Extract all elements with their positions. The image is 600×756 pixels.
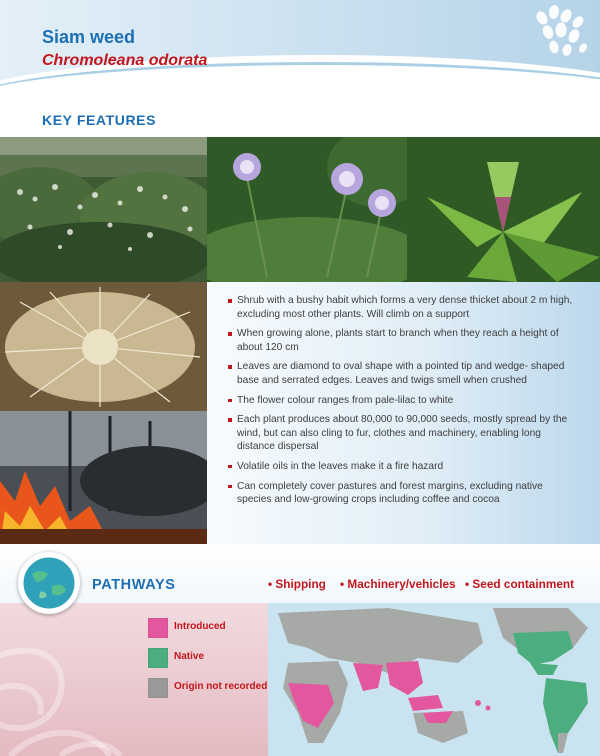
page-title: Siam weed <box>42 27 136 47</box>
pathways-section: PATHWAYS • Shipping • Machinery/vehicles • Seed containment Introduced Native Origin not recorded <box>0 545 600 756</box>
globe-icon <box>18 552 80 614</box>
pathways-heading: PATHWAYS <box>92 577 176 593</box>
feature-item: Leaves are diamond to oval shape with a pointed tip and wedge- shaped base and serrated edges. Leaves and twigs smell when crushed <box>228 360 578 387</box>
fire-photo <box>0 411 207 544</box>
key-features-list <box>207 282 600 544</box>
seedhead-photo <box>0 282 207 411</box>
legend-swatch <box>148 618 168 638</box>
feature-item: Each plant produces about 80,000 to 90,000 seeds, mostly spread by the wind, but can also cling to fur, clothes and machinery, enabling long distance dispersal <box>228 413 578 454</box>
pathway-item: • Shipping <box>268 577 326 591</box>
feature-item: Volatile oils in the leaves make it a fire hazard <box>228 460 578 474</box>
feature-item: The flower colour ranges from pale-lilac to white <box>228 394 578 408</box>
bullet-icon <box>228 418 232 422</box>
page-header <box>0 0 600 100</box>
bullet-icon <box>228 365 232 369</box>
legend-swatch <box>148 678 168 698</box>
scientific-name: Chromoleana odorata <box>42 52 208 69</box>
legend-swatch <box>148 648 168 668</box>
bullet-icon <box>228 465 232 469</box>
flower-photo <box>207 137 407 282</box>
bullet-icon <box>228 332 232 336</box>
pathway-item: • Machinery/vehicles <box>340 577 456 591</box>
thicket-photo <box>0 137 207 282</box>
leaves-photo <box>407 137 600 282</box>
feature-item: Shrub with a bushy habit which forms a very dense thicket about 2 m high, excluding most other plants. Will climb on a support <box>228 294 578 321</box>
pathway-item: • Seed containment <box>465 577 575 591</box>
bullet-icon <box>228 399 232 403</box>
bullet-icon <box>228 485 232 489</box>
feature-item: When growing alone, plants start to branch when they reach a height of about 120 cm <box>228 327 578 354</box>
leaf-cluster-icon <box>530 4 592 62</box>
feature-item: Can completely cover pastures and forest margins, excluding native species and low-growing crops including coffee and cocoa <box>228 480 578 507</box>
key-features-heading: KEY FEATURES <box>42 112 157 128</box>
pathways-band <box>0 545 600 603</box>
bullet-icon <box>228 299 232 303</box>
distribution-map <box>268 603 600 756</box>
